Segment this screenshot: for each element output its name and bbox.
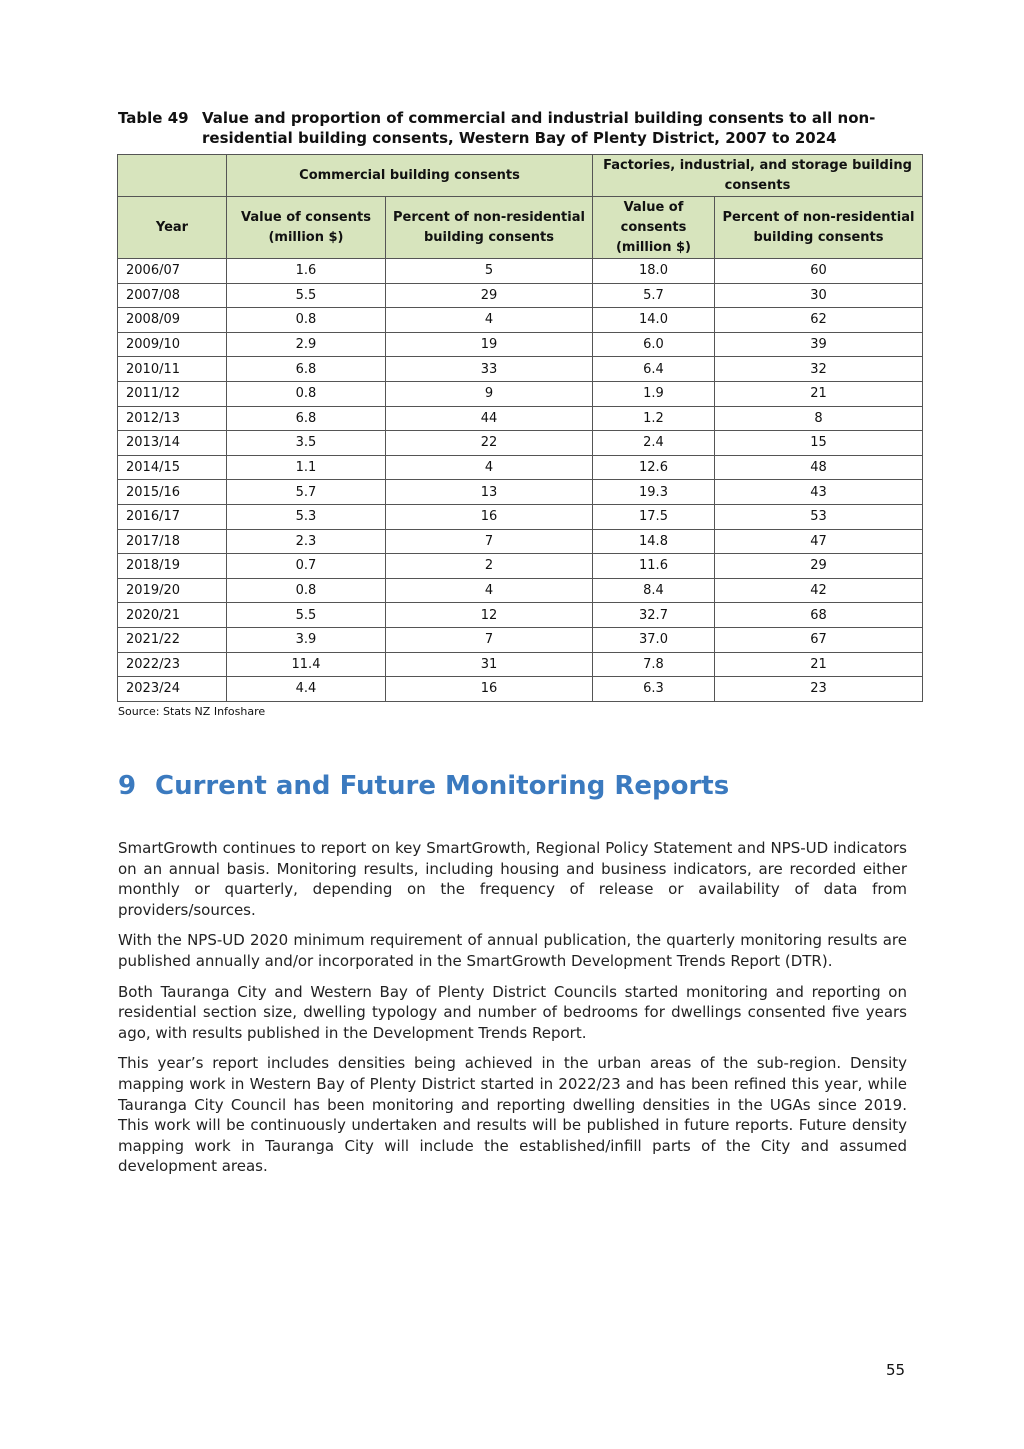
cell-year: 2010/11 [118, 357, 227, 382]
cell-commercial-percent: 7 [386, 529, 593, 554]
cell-commercial-value: 6.8 [227, 406, 386, 431]
cell-year: 2018/19 [118, 554, 227, 579]
cell-commercial-percent: 13 [386, 480, 593, 505]
cell-year: 2006/07 [118, 259, 227, 284]
cell-commercial-percent: 5 [386, 259, 593, 284]
cell-commercial-percent: 4 [386, 578, 593, 603]
cell-commercial-value: 5.7 [227, 480, 386, 505]
cell-factories-value: 6.4 [593, 357, 715, 382]
cell-factories-percent: 21 [715, 381, 923, 406]
paragraph: With the NPS-UD 2020 minimum requirement of annual publication, the quarterly monitoring results are published annually and/or incorporated in the SmartGrowth Development Trends Report (DTR). [118, 931, 907, 970]
cell-year: 2009/10 [118, 332, 227, 357]
table-header-empty [118, 155, 227, 197]
cell-year: 2016/17 [118, 504, 227, 529]
cell-factories-value: 6.0 [593, 332, 715, 357]
cell-factories-percent: 32 [715, 357, 923, 382]
cell-year: 2015/16 [118, 480, 227, 505]
cell-commercial-value: 1.6 [227, 259, 386, 284]
section-number: 9 [118, 771, 137, 801]
section-heading [118, 771, 729, 801]
paragraph: Both Tauranga City and Western Bay of Plenty District Councils started monitoring and reporting on residential section size, dwelling typology and number of bedrooms for dwellings consented five years ago, with results published in the Development Trends Report. [118, 982, 907, 1042]
table-row [118, 603, 923, 628]
cell-factories-percent: 62 [715, 308, 923, 333]
cell-factories-percent: 30 [715, 283, 923, 308]
table-row [118, 332, 923, 357]
cell-year: 2014/15 [118, 455, 227, 480]
cell-commercial-value: 11.4 [227, 652, 386, 677]
cell-year: 2017/18 [118, 529, 227, 554]
table-source: Source: Stats NZ Infoshare [118, 705, 266, 718]
cell-factories-percent: 39 [715, 332, 923, 357]
table-caption [118, 108, 878, 148]
cell-year: 2022/23 [118, 652, 227, 677]
cell-commercial-percent: 22 [386, 431, 593, 456]
table-row [118, 357, 923, 382]
table-row [118, 308, 923, 333]
cell-factories-percent: 43 [715, 480, 923, 505]
cell-factories-percent: 21 [715, 652, 923, 677]
cell-factories-value: 6.3 [593, 677, 715, 702]
header-year: Year [118, 197, 227, 259]
cell-commercial-value: 0.8 [227, 308, 386, 333]
cell-factories-value: 18.0 [593, 259, 715, 284]
cell-commercial-value: 5.5 [227, 603, 386, 628]
cell-factories-value: 17.5 [593, 504, 715, 529]
header-factories-percent: Percent of non-residential building consents [715, 197, 923, 259]
building-consents-table [117, 154, 923, 702]
cell-commercial-percent: 19 [386, 332, 593, 357]
cell-factories-value: 5.7 [593, 283, 715, 308]
cell-commercial-value: 6.8 [227, 357, 386, 382]
cell-factories-value: 11.6 [593, 554, 715, 579]
body-text [118, 838, 907, 1187]
cell-factories-value: 14.0 [593, 308, 715, 333]
table-row [118, 677, 923, 702]
table-row [118, 455, 923, 480]
header-commercial-value: Value of consents (million $) [227, 197, 386, 259]
cell-year: 2008/09 [118, 308, 227, 333]
cell-commercial-value: 3.5 [227, 431, 386, 456]
cell-year: 2007/08 [118, 283, 227, 308]
cell-year: 2013/14 [118, 431, 227, 456]
cell-commercial-percent: 16 [386, 677, 593, 702]
cell-commercial-value: 4.4 [227, 677, 386, 702]
cell-factories-percent: 8 [715, 406, 923, 431]
table-caption-title: Value and proportion of commercial and industrial building consents to all non-residential building consents, Western Bay of Plenty District, 2007 to 2024 [202, 109, 876, 147]
table-row [118, 529, 923, 554]
cell-commercial-value: 2.3 [227, 529, 386, 554]
table-row [118, 652, 923, 677]
cell-factories-percent: 60 [715, 259, 923, 284]
cell-factories-percent: 15 [715, 431, 923, 456]
cell-factories-value: 1.9 [593, 381, 715, 406]
table-column-header-row [118, 197, 923, 259]
cell-year: 2023/24 [118, 677, 227, 702]
cell-commercial-percent: 44 [386, 406, 593, 431]
table-row [118, 554, 923, 579]
header-factories-group: Factories, industrial, and storage building consents [593, 155, 923, 197]
cell-commercial-percent: 31 [386, 652, 593, 677]
table-row [118, 480, 923, 505]
cell-factories-percent: 53 [715, 504, 923, 529]
cell-commercial-percent: 12 [386, 603, 593, 628]
cell-factories-value: 2.4 [593, 431, 715, 456]
cell-commercial-percent: 2 [386, 554, 593, 579]
cell-year: 2019/20 [118, 578, 227, 603]
section-title: Current and Future Monitoring Reports [155, 771, 730, 801]
cell-year: 2012/13 [118, 406, 227, 431]
cell-commercial-value: 3.9 [227, 627, 386, 652]
cell-commercial-value: 0.8 [227, 381, 386, 406]
cell-commercial-value: 0.8 [227, 578, 386, 603]
cell-factories-value: 19.3 [593, 480, 715, 505]
cell-commercial-value: 1.1 [227, 455, 386, 480]
cell-commercial-value: 5.5 [227, 283, 386, 308]
cell-factories-value: 1.2 [593, 406, 715, 431]
cell-factories-value: 32.7 [593, 603, 715, 628]
cell-commercial-value: 5.3 [227, 504, 386, 529]
cell-commercial-percent: 29 [386, 283, 593, 308]
cell-commercial-percent: 7 [386, 627, 593, 652]
table-row [118, 259, 923, 284]
table-row [118, 504, 923, 529]
cell-year: 2021/22 [118, 627, 227, 652]
table-row [118, 578, 923, 603]
table-group-header-row [118, 155, 923, 197]
cell-factories-percent: 23 [715, 677, 923, 702]
cell-factories-percent: 67 [715, 627, 923, 652]
cell-year: 2020/21 [118, 603, 227, 628]
table-body [118, 259, 923, 702]
header-commercial-percent: Percent of non-residential building consents [386, 197, 593, 259]
cell-commercial-percent: 33 [386, 357, 593, 382]
table-row [118, 283, 923, 308]
cell-factories-percent: 42 [715, 578, 923, 603]
table-row [118, 627, 923, 652]
paragraph: SmartGrowth continues to report on key SmartGrowth, Regional Policy Statement and NPS-UD indicators on an annual basis. Monitoring results, including housing and business indicators, are recorded either monthly or quarterly, depending on the frequency of release or availability of data from providers/sources. [118, 839, 907, 919]
cell-factories-value: 8.4 [593, 578, 715, 603]
cell-factories-percent: 68 [715, 603, 923, 628]
cell-factories-percent: 47 [715, 529, 923, 554]
cell-commercial-percent: 4 [386, 308, 593, 333]
cell-factories-value: 37.0 [593, 627, 715, 652]
cell-commercial-value: 2.9 [227, 332, 386, 357]
table-caption-label: Table 49 [118, 109, 189, 127]
cell-factories-value: 7.8 [593, 652, 715, 677]
cell-commercial-percent: 9 [386, 381, 593, 406]
header-commercial-group: Commercial building consents [227, 155, 593, 197]
paragraph: This year’s report includes densities being achieved in the urban areas of the sub-region. Density mapping work in Western Bay of Plenty District started in 2022/23 and has been refined this year, while Tauranga City Council has been monitoring and reporting dwelling densities in the UGAs since 2019. This work will be continuously undertaken and results will be published in future reports. Future density mapping work in Tauranga City will include the established/infill parts of the City and assumed development areas. [118, 1054, 907, 1176]
cell-year: 2011/12 [118, 381, 227, 406]
cell-commercial-value: 0.7 [227, 554, 386, 579]
cell-factories-percent: 48 [715, 455, 923, 480]
table-row [118, 431, 923, 456]
cell-commercial-percent: 4 [386, 455, 593, 480]
header-factories-value: Value of consents (million $) [593, 197, 715, 259]
cell-factories-percent: 29 [715, 554, 923, 579]
cell-factories-value: 12.6 [593, 455, 715, 480]
table-row [118, 381, 923, 406]
cell-commercial-percent: 16 [386, 504, 593, 529]
page-number: 55 [886, 1361, 906, 1379]
cell-factories-value: 14.8 [593, 529, 715, 554]
table-row [118, 406, 923, 431]
